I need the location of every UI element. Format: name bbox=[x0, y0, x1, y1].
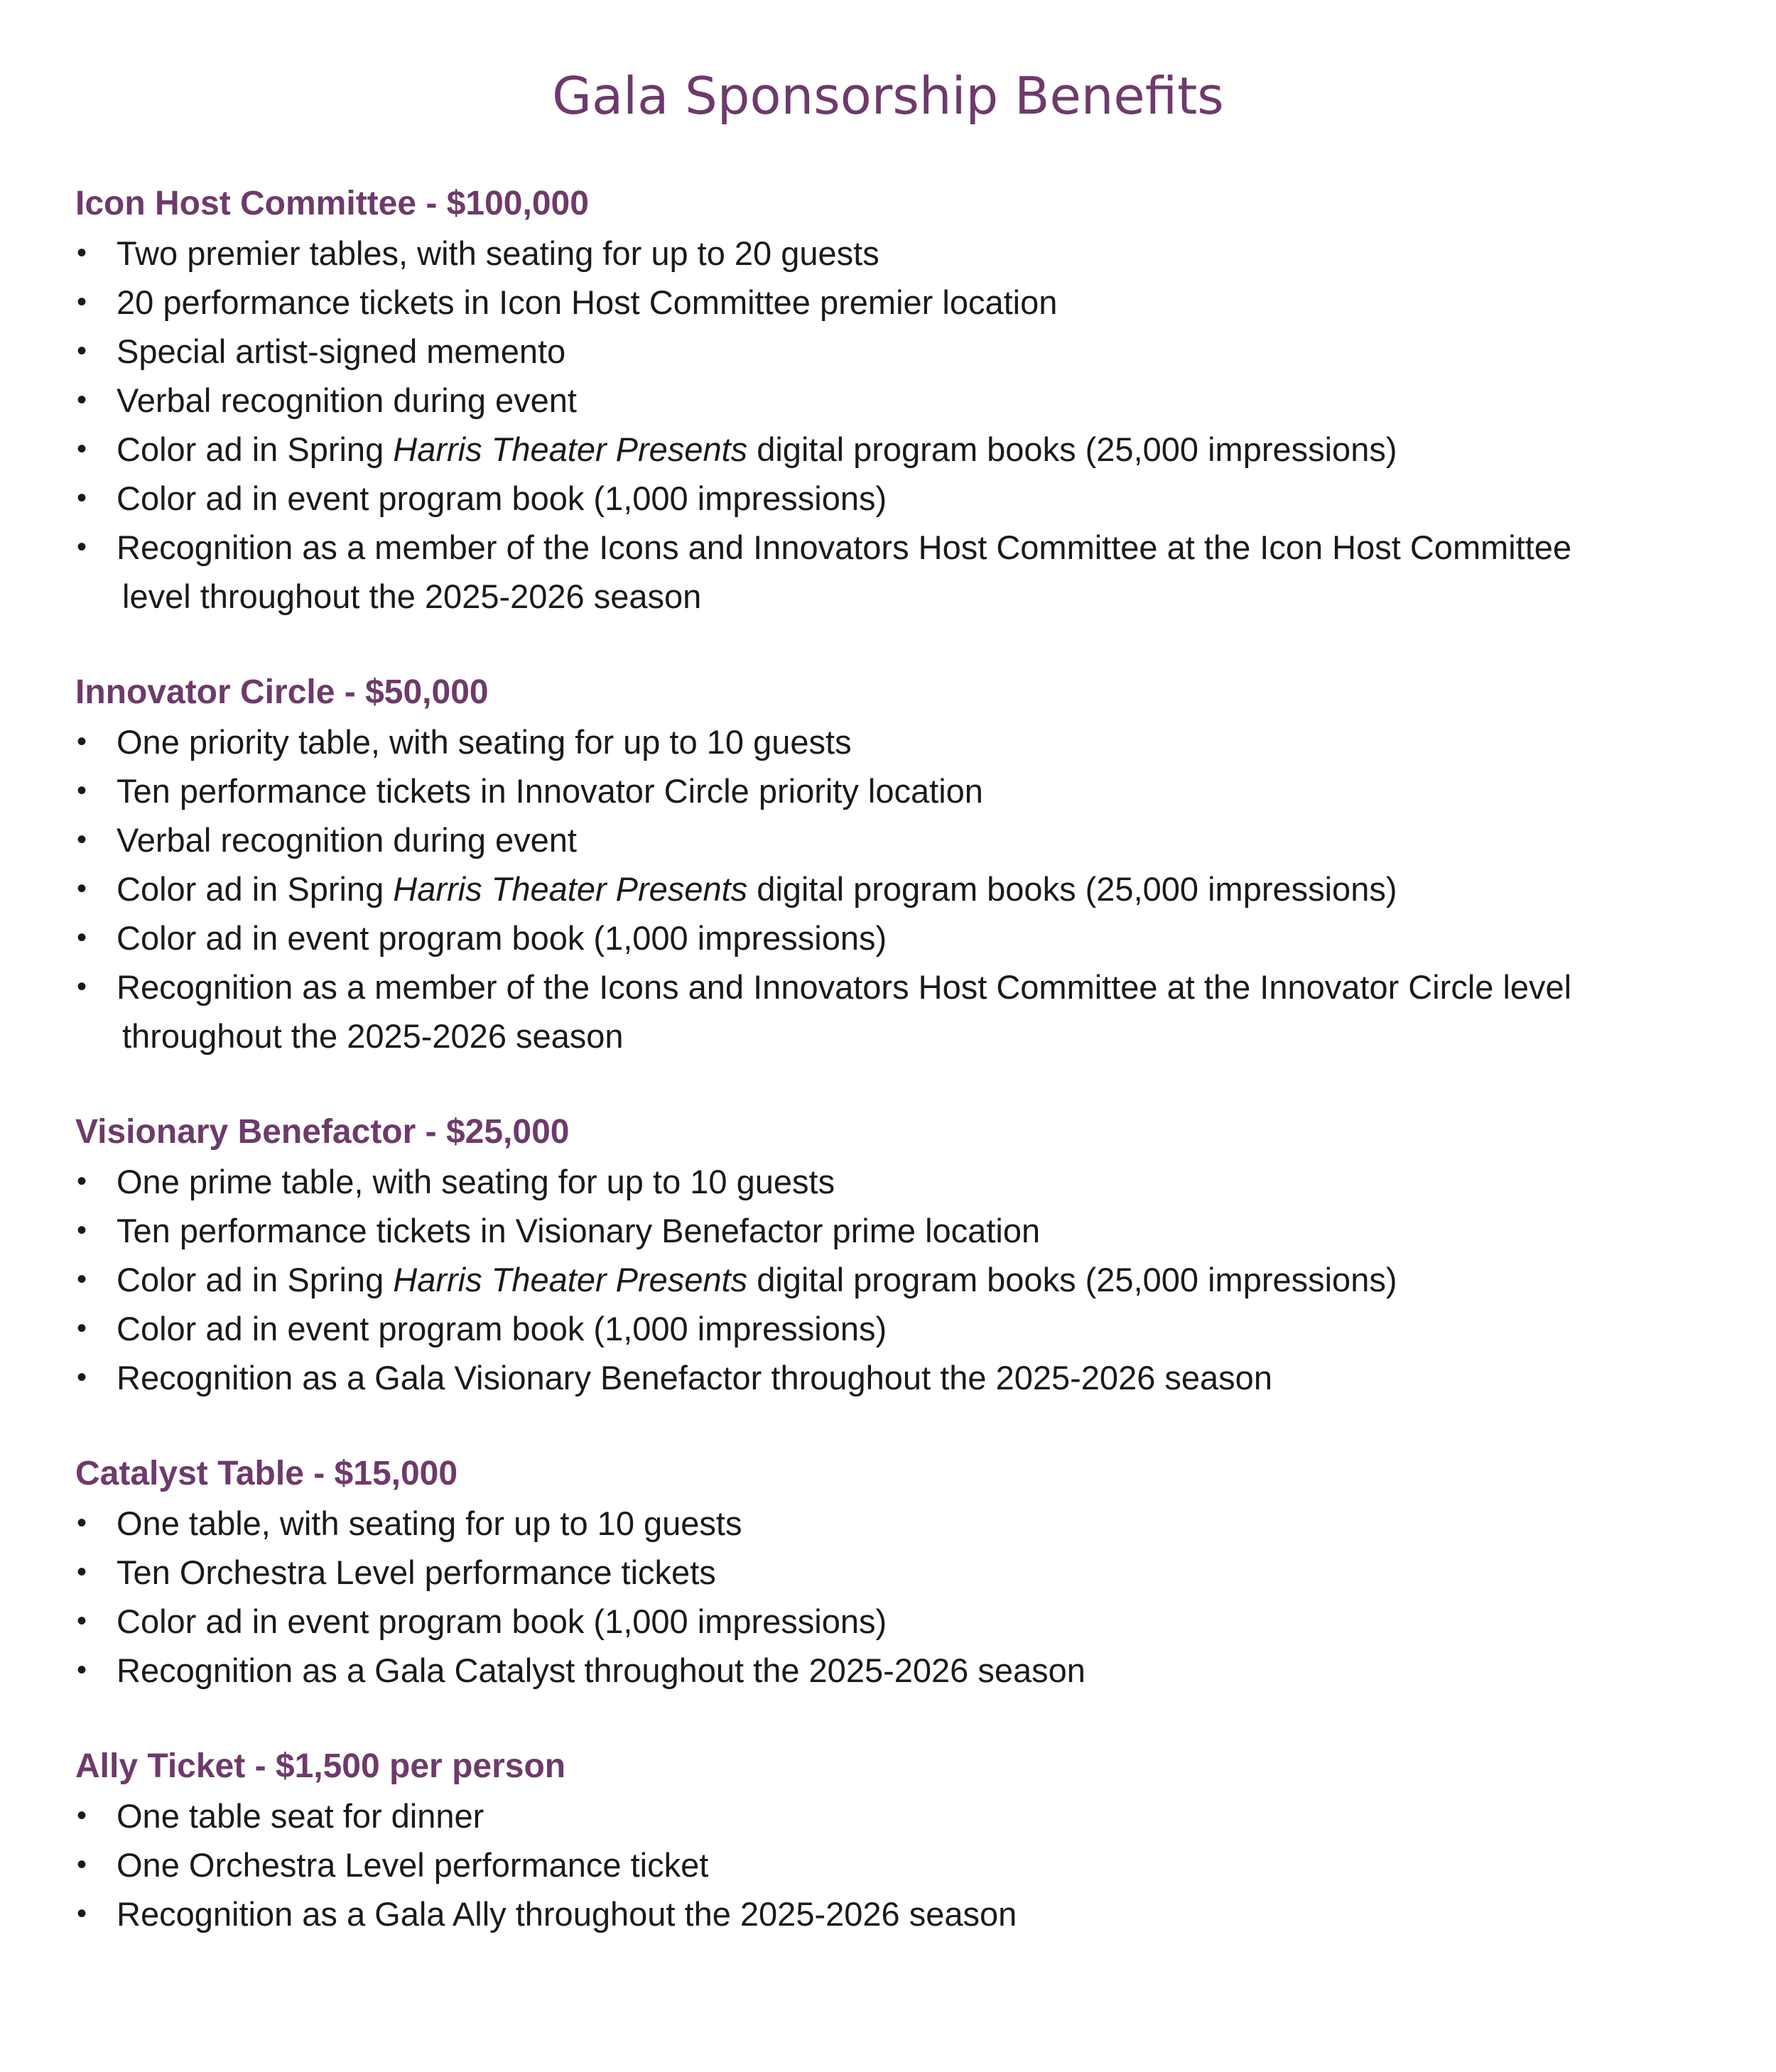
publication-title: Harris Theater Presents bbox=[393, 1261, 748, 1298]
bullet-icon: • bbox=[77, 824, 87, 855]
bullet-icon: • bbox=[77, 482, 87, 514]
text-segment: Color ad in Spring bbox=[117, 870, 394, 908]
list-item bbox=[75, 1255, 1731, 1304]
bullet-icon: • bbox=[77, 971, 87, 1002]
list-item bbox=[75, 1646, 1731, 1695]
list-item bbox=[75, 962, 1731, 1061]
bullet-icon: • bbox=[77, 433, 87, 465]
list-item bbox=[75, 474, 1731, 523]
bullet-icon: • bbox=[77, 1215, 87, 1246]
benefit-list bbox=[75, 717, 1731, 1061]
benefit-text: Ten performance tickets in Innovator Circle priority location bbox=[117, 772, 983, 810]
benefit-text: Recognition as a Gala Visionary Benefactor throughout the 2025-2026 season bbox=[117, 1359, 1272, 1396]
benefit-text: 20 performance tickets in Icon Host Committee premier location bbox=[117, 283, 1058, 321]
text-line: Recognition as a member of the Icons and Innovators Host Committee at the Innovator Circle level bbox=[117, 968, 1572, 1006]
list-item bbox=[75, 1304, 1731, 1353]
benefit-text bbox=[117, 528, 1731, 621]
benefit-text: One table seat for dinner bbox=[117, 1797, 484, 1835]
benefit-text: Two premier tables, with seating for up to 20 guests bbox=[117, 234, 879, 272]
benefit-text: Ten performance tickets in Visionary Benefactor prime location bbox=[117, 1212, 1041, 1249]
benefit-text: Verbal recognition during event bbox=[117, 821, 577, 859]
bullet-icon: • bbox=[77, 335, 87, 367]
bullet-icon: • bbox=[77, 1313, 87, 1344]
list-item bbox=[75, 523, 1731, 621]
benefit-text: One priority table, with seating for up to 10 guests bbox=[117, 723, 852, 761]
list-item bbox=[75, 717, 1731, 766]
list-item bbox=[75, 1597, 1731, 1646]
benefit-text bbox=[117, 968, 1731, 1061]
tier-catalyst-table bbox=[75, 1449, 1731, 1695]
bullet-icon: • bbox=[77, 237, 87, 269]
benefit-text: Color ad in event program book (1,000 impressions) bbox=[117, 1602, 887, 1640]
bullet-icon: • bbox=[77, 1166, 87, 1197]
bullet-icon: • bbox=[77, 1898, 87, 1929]
bullet-icon: • bbox=[77, 726, 87, 757]
benefit-text: Recognition as a Gala Catalyst throughout the 2025-2026 season bbox=[117, 1651, 1085, 1689]
benefit-text: Color ad in event program book (1,000 impressions) bbox=[117, 479, 887, 517]
tier-heading: Icon Host Committee - $100,000 bbox=[75, 185, 589, 222]
bullet-icon: • bbox=[77, 1264, 87, 1295]
benefit-text: Special artist-signed memento bbox=[117, 332, 566, 370]
text-segment: digital program books (25,000 impressions) bbox=[747, 1261, 1397, 1298]
bullet-icon: • bbox=[77, 286, 87, 318]
text-segment: digital program books (25,000 impressions) bbox=[747, 430, 1397, 468]
text-line: Recognition as a member of the Icons and Innovators Host Committee at the Icon Host Committee bbox=[117, 528, 1572, 566]
tier-heading: Innovator Circle - $50,000 bbox=[75, 673, 489, 711]
benefit-text bbox=[117, 1261, 1397, 1298]
page-title: Gala Sponsorship Benefits bbox=[552, 66, 1224, 126]
list-item bbox=[75, 1548, 1731, 1597]
bullet-icon: • bbox=[77, 1849, 87, 1880]
benefit-text: Color ad in event program book (1,000 impressions) bbox=[117, 919, 887, 957]
benefit-text: One table, with seating for up to 10 guests bbox=[117, 1504, 742, 1542]
text-line: level throughout the 2025-2026 season bbox=[122, 577, 702, 615]
benefit-list bbox=[75, 1499, 1731, 1695]
benefit-text bbox=[117, 870, 1397, 908]
bullet-icon: • bbox=[77, 922, 87, 953]
bullet-icon: • bbox=[77, 384, 87, 416]
bullet-icon: • bbox=[77, 1556, 87, 1588]
bullet-icon: • bbox=[77, 1800, 87, 1831]
tier-heading: Visionary Benefactor - $25,000 bbox=[75, 1113, 570, 1151]
list-item bbox=[75, 425, 1731, 474]
benefit-text: Color ad in event program book (1,000 impressions) bbox=[117, 1310, 887, 1347]
tier-heading: Catalyst Table - $15,000 bbox=[75, 1455, 458, 1492]
list-item bbox=[75, 815, 1731, 864]
benefits-content bbox=[75, 179, 1731, 1985]
tier-ally-ticket bbox=[75, 1742, 1731, 1938]
text-segment: Color ad in Spring bbox=[117, 430, 394, 468]
text-line: throughout the 2025-2026 season bbox=[122, 1017, 624, 1055]
list-item bbox=[75, 278, 1731, 327]
benefit-list bbox=[75, 1157, 1731, 1402]
tier-innovator-circle bbox=[75, 668, 1731, 1061]
bullet-icon: • bbox=[77, 775, 87, 806]
bullet-icon: • bbox=[77, 1507, 87, 1539]
tier-icon-host-committee bbox=[75, 179, 1731, 621]
list-item bbox=[75, 913, 1731, 962]
list-item bbox=[75, 1499, 1731, 1548]
tier-visionary-benefactor bbox=[75, 1107, 1731, 1402]
publication-title: Harris Theater Presents bbox=[393, 870, 748, 908]
list-item bbox=[75, 376, 1731, 425]
list-item bbox=[75, 1889, 1731, 1938]
benefit-text bbox=[117, 430, 1397, 468]
bullet-icon: • bbox=[77, 1605, 87, 1637]
list-item bbox=[75, 864, 1731, 913]
benefit-text: One prime table, with seating for up to 10 guests bbox=[117, 1163, 835, 1200]
list-item bbox=[75, 327, 1731, 376]
bullet-icon: • bbox=[77, 873, 87, 904]
list-item bbox=[75, 1353, 1731, 1402]
list-item bbox=[75, 229, 1731, 278]
list-item bbox=[75, 1840, 1731, 1889]
benefit-text: Ten Orchestra Level performance tickets bbox=[117, 1553, 716, 1591]
benefit-list bbox=[75, 1791, 1731, 1938]
bullet-icon: • bbox=[77, 531, 87, 563]
bullet-icon: • bbox=[77, 1362, 87, 1393]
benefit-text: Verbal recognition during event bbox=[117, 381, 577, 419]
benefit-text: One Orchestra Level performance ticket bbox=[117, 1846, 709, 1884]
list-item bbox=[75, 766, 1731, 815]
list-item bbox=[75, 1157, 1731, 1206]
bullet-icon: • bbox=[77, 1654, 87, 1686]
tier-heading: Ally Ticket - $1,500 per person bbox=[75, 1747, 566, 1785]
benefit-text: Recognition as a Gala Ally throughout the 2025-2026 season bbox=[117, 1895, 1017, 1933]
text-segment: Color ad in Spring bbox=[117, 1261, 394, 1298]
list-item bbox=[75, 1791, 1731, 1840]
text-segment: digital program books (25,000 impressions) bbox=[747, 870, 1397, 908]
list-item bbox=[75, 1206, 1731, 1255]
benefit-list bbox=[75, 229, 1731, 621]
publication-title: Harris Theater Presents bbox=[393, 430, 748, 468]
